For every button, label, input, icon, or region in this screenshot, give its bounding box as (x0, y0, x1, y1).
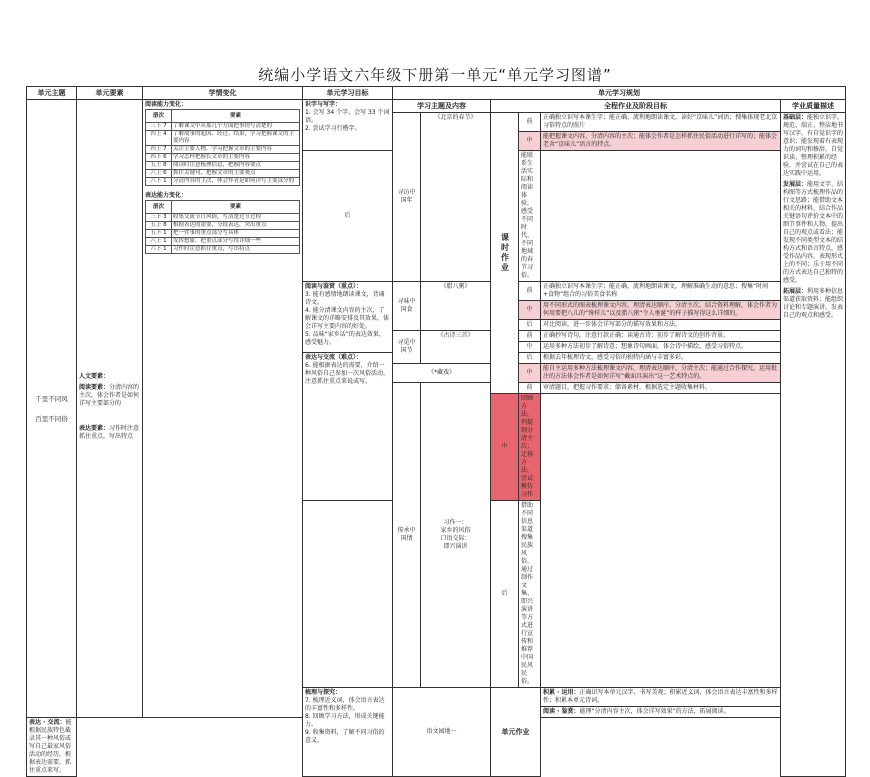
header-unit-theme: 单元主题 (27, 87, 77, 100)
term-cell: 四下 6 (146, 154, 172, 162)
requirement-cell: 了解故事的起因、经过、结果，学习把握课文的主要内容 (172, 131, 300, 146)
unit-task-label: 单元作业 (501, 727, 530, 736)
unit-task-reading (541, 707, 781, 718)
expression-text: 习作时注意抓住重点，写出特点 (79, 425, 140, 440)
requirement-cell: 抓住关键句，把握文章的主要观点 (172, 170, 300, 178)
expression-change-table (145, 200, 300, 254)
humanities-label: 人文要素： (79, 373, 110, 380)
goal-inquiry-text: 7. 梳理近义词，体会语言表达的丰富性和多样性。 8. 回顾学习方法，形成关键能力。 9. 收集资料，了解不同习俗的意义。 (305, 697, 385, 744)
requirement-cell: 分清内容的主次，体会作者是如何详写主要部分的 (172, 178, 300, 186)
term-cell: 五下 1 (146, 230, 172, 238)
task-text: 正确独立识写本课生字；能正确、流利地朗读课文，理解准确生动的意思；搜集“时间+食物”组合的习俗美食名称 (541, 282, 781, 301)
goal-reading (303, 282, 393, 353)
topic-group-food: 寻味中国食 (393, 282, 421, 331)
unit-theme-cell (27, 100, 77, 718)
theme-line-2: 百里不同俗 (35, 414, 68, 423)
stage-cell: 中 (519, 132, 541, 151)
topic-content-laba: 《腊八粥》 (421, 282, 491, 331)
reading-change-table (145, 109, 300, 186)
stage-cell: 前 (519, 331, 541, 342)
stage-cell: 中 (491, 394, 519, 501)
col-term: 册次 (146, 201, 172, 214)
term-cell: 五上 8 (146, 222, 172, 230)
table-row (146, 162, 300, 170)
term-cell: 五上 8 (146, 162, 172, 170)
goal-literacy (303, 100, 393, 151)
table-row (146, 214, 300, 222)
task-text: 根据去年梳理诗文，感受习俗的独特内涵与丰富多彩。 (541, 353, 781, 364)
quality-cell (781, 113, 846, 777)
unit-task-reading-label: 阅读 · 鉴赏： (543, 708, 580, 715)
stage-cell: 前 (519, 383, 541, 394)
task-text: 对比阅读，进一步体会详写部分的描写效果和方法。 (541, 320, 781, 331)
quality-basic-text: 能独立识字，规范、端正、整洁地书写汉字。有自觉识字的意识；能发现着有表现力的词句和修辞，自觉识读、整理积累的经验，并尝试在自己的表达实践中运用。 (783, 114, 844, 177)
expression-label: 表达要素： (79, 425, 110, 432)
term-cell: 四上 4 (146, 131, 172, 146)
table-row (146, 146, 300, 154)
table-row (146, 246, 300, 254)
quality-extend-label: 拓展层： (783, 288, 808, 295)
task-text: 能把握课文内容，分清内容的主次；能体会作者是怎样抓住民俗活动进行详写的；能体会老舍“京味儿”语言的特点。 (541, 132, 781, 151)
unit-task-reading-text: 能理“分清内容主次，体会详写效果”的方法，拓展阅读。 (579, 708, 730, 715)
after-class-task-cell (491, 113, 519, 394)
stage-cell: 中 (519, 364, 541, 383)
unit-task-expression-text: 能根据民族特色截录其一种风俗或写自己最家风俗活动的经历，根据表达需要，抓住重点来写。 (29, 719, 72, 774)
after-class-task-label: 课时作业 (500, 233, 510, 273)
header-topics: 学习主题及内容 (393, 100, 491, 113)
header-unit-goals: 单元学习目标 (303, 87, 393, 100)
unit-task-expression-label: 表达 · 交流： (29, 719, 66, 726)
topic-content-writing: 习作一： 家乡的风俗 口语交际： 即兴演讲 (421, 383, 491, 688)
goal-literacy-title: 识字与写字： (305, 101, 342, 108)
header-unit-planning: 单元学习规划 (393, 87, 846, 100)
col-term: 册次 (146, 110, 172, 123)
requirement-cell: 关注主要人物，学习把握文章的主要内容 (172, 146, 300, 154)
requirement-cell: 学习怎样把握长文章的主要内容 (172, 154, 300, 162)
unit-task-cell (491, 688, 541, 777)
header-tasks: 全程作业及阶段目标 (491, 100, 781, 113)
requirement-cell: 了解课文中从那几个方面把事情写清楚的 (172, 123, 300, 131)
stage-cell: 后 (491, 501, 519, 688)
requirement-cell: 习作时注意抓住重点，写出特点 (172, 246, 300, 254)
goal-literacy-text: 1. 会写 34 个字，会写 33 个词语。 2. 尝试学习行楷字。 (305, 109, 390, 132)
stage-cell: 后 (519, 320, 541, 331)
term-cell: 四上 7 (146, 146, 172, 154)
table-row (146, 154, 300, 162)
table-row (146, 178, 300, 186)
task-text: 运用多种方法初步了解诗意；想象诗句画面，体会诗中描绘，感受习俗特点。 (541, 342, 781, 353)
requirement-cell: 把一件事的重点部分写具体 (172, 230, 300, 238)
expression-change-title: 表达能力变化： (145, 192, 188, 199)
task-text: 能自主运用多种方法梳理课文内容，理清表达顺序，分清主次；能通过合作探究，运用批注的方法体会作者是如何详写“戴面具演出”这一艺术特点的。 (541, 364, 781, 383)
stage-cell: 后 (303, 151, 393, 282)
topic-content-garden: 语文园地一 (393, 688, 491, 777)
col-req: 要素 (172, 201, 300, 214)
unit-task-accumulate (541, 688, 781, 707)
table-row (146, 222, 300, 230)
goal-expression-text: 6. 能根据表达的需要，介绍一种风俗自己参加一次风俗活动，注意抓住重点来说或写。 (305, 362, 390, 385)
table-row (146, 170, 300, 178)
header-unit-elements: 单元要素 (77, 87, 143, 100)
unit-elements-cell (77, 100, 143, 718)
topic-group-festival: 寻觅中国节 (393, 331, 421, 364)
requirement-cell: 发挥想象，把重点部分写得详细一些 (172, 238, 300, 246)
learning-change-cell (143, 100, 303, 718)
quality-extend-text: 利用多种信息渠道获取资料；能组织讨论和专题演讲，发表自己的观点和感受。 (783, 288, 844, 319)
topic-group-year: 寻访中国年 (393, 113, 421, 282)
task-text: 用不同形式的图表梳理课文内容，理清表达顺序，分清主次。结合资料理解，体会作者为何用要把八儿的“馋样儿”以及腊八粥“令人垂涎”的样子描写得这么详细的。 (541, 301, 781, 320)
stage-cell: 中 (519, 301, 541, 320)
goal-spacer (303, 501, 393, 688)
theme-line-1: 千里不同风 (35, 394, 68, 403)
task-text: 正确独立识写本课生字；能正确、流利地朗读课文，读好“京味儿”词语；搜集体现老北京习俗特点的照片 (541, 113, 781, 132)
term-cell: 三下 3 (146, 214, 172, 222)
goal-reading-text: 3. 能有感情地朗读课文，背诵诗文。 4. 能分清课文内容的主次，了解课文的详略安排及其效果，体会详写主要内容的好处。 5. 品味“家乡话”的表达效果，感受魅力。 (305, 291, 390, 346)
goal-inquiry-title: 梳理与探究： (305, 689, 342, 696)
quality-basic-label: 基础层： (783, 114, 808, 121)
task-text: 能联系生活实际和阅读体验，感受不同时代、不同地域的春节习俗。 (519, 151, 541, 282)
goal-expression (303, 353, 393, 501)
requirement-cell: 收集交流节日风俗，写清楚过节过程 (172, 214, 300, 222)
unit-task-expression (27, 718, 77, 777)
unit-task-accumulate-text: 正确识写本单元汉字，书写美观；积累近义词，体会语言表达丰富性和多样性；积累本单元诗词。 (543, 689, 778, 704)
topic-content-tibetan-opera: 《*藏戏》 (393, 364, 491, 383)
requirement-cell: 根据表达的需要，分段表达，突出重点 (172, 222, 300, 230)
header-learning-change: 学情变化 (143, 87, 303, 100)
unit-task-accumulate-label: 积累 · 运用： (543, 689, 580, 696)
quality-develop-label: 发展层： (783, 181, 808, 188)
task-text: 正确抄写诗句，注意行款正确；读通古诗；初步了解诗文的创作背景。 (541, 331, 781, 342)
task-text: 借助不同信息渠道搜集民族风俗，通过制作文集、即兴演讲等方式进行宣传和推荐中国民风民俗。 (519, 501, 541, 688)
table-row (146, 230, 300, 238)
unit-learning-map-table (26, 86, 846, 777)
quality-develop-text: 能用文字、结构图等方式梳理作品的行文思路；能借助文本相关的材料，结合作品关键语句评价文本中的细节事件和人物，提出自己的观点或看法；能发现不同类型文本的结构方式和语言特点，感受作品内容，表现形式上的不同；乐于用不同的方式表达自己独特的感受。 (783, 181, 844, 284)
page-title: 统编小学语文六年级下册第一单元“单元学习图谱” (258, 66, 612, 84)
header-quality: 学业质量描述 (781, 100, 846, 113)
task-text: 审清题目，把握习作要求；储备素材，根据选定主题收集材料。 (541, 383, 781, 394)
stage-cell: 前 (519, 282, 541, 301)
topic-group-heritage: 传承中国情 (393, 383, 421, 688)
stage-cell: 中 (519, 342, 541, 353)
stage-cell: 后 (519, 353, 541, 364)
table-row (146, 123, 300, 131)
task-text: 回顾方法，列提纲分清主次；迁移方法，尝试模仿习作 (519, 394, 541, 501)
topic-content-poems: 《古诗三首》 (421, 331, 491, 364)
topic-content-spring-festival: 《北京的春节》 (421, 113, 491, 282)
col-req: 要素 (172, 110, 300, 123)
goal-expression-title: 表达与交流（难点）： (305, 354, 363, 361)
table-row (146, 131, 300, 146)
reading-change-title: 阅读能力变化： (145, 101, 188, 108)
term-cell: 三下 7 (146, 123, 172, 131)
goal-inquiry (303, 688, 393, 777)
reading-text: 分清内容的主次，体会作者是如何详写主要部分的 (79, 384, 140, 407)
term-cell: 六下 1 (146, 246, 172, 254)
term-cell: 六上 6 (146, 170, 172, 178)
term-cell: 六上 1 (146, 238, 172, 246)
requirement-cell: 阅读时注意梳理信息，把握内容要点 (172, 162, 300, 170)
goal-reading-title: 阅读与鉴赏（重点）： (305, 283, 363, 290)
term-cell: 六下 1 (146, 178, 172, 186)
table-row (146, 238, 300, 246)
stage-cell: 前 (519, 113, 541, 132)
reading-label: 阅读要素： (79, 384, 110, 391)
